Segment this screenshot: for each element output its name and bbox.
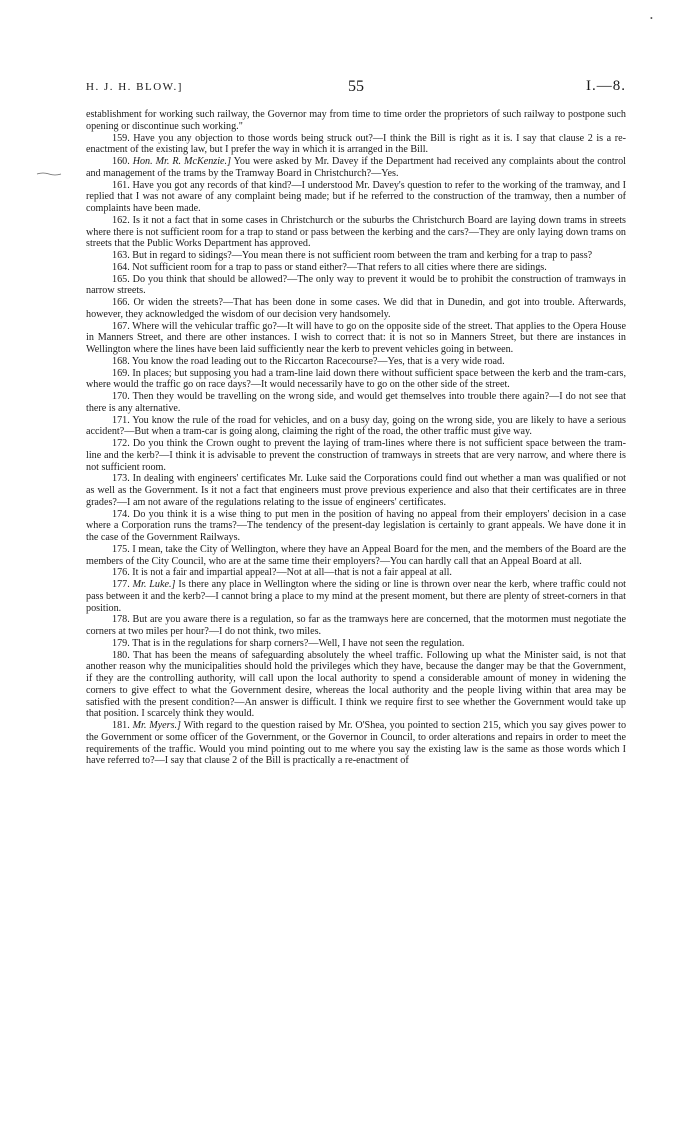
evidence-paragraph: 170. Then they would be travelling on the wrong side, and would get themselves into trouble there again?—I do not see that there is any alternative. — [86, 391, 626, 414]
evidence-paragraph: 167. Where will the vehicular traffic go?—It will have to go on the opposite side of the street. That applies to the Opera House in Manners Street, and there are other instances. I wish to correct that: it is not so in Manners Street, but there are instances in Wellington where the lines have been laid sufficiently near the kerb to prevent vehicles going in between. — [86, 320, 626, 355]
paper-reference: I.—8. — [586, 78, 626, 94]
evidence-paragraph: 159. Have you any objection to those words being struck out?—I think the Bill is right as it is. I say that clause 2 is a re-enactment of the existing law, but I prefer the way in which it is arranged in the Bill. — [86, 132, 626, 156]
question-number: 160. — [112, 156, 133, 167]
evidence-paragraph: 178. But are you aware there is a regulation, so far as the tramways here are concerned, that the motormen must negotiate the corners at two miles per hour?—I do not think, two miles. — [86, 614, 626, 637]
evidence-paragraph: establishment for working such railway, the Governor may from time to time order the proprietors of such railway to postpone such opening or discontinue such working." — [86, 109, 626, 132]
evidence-paragraph: 172. Do you think the Crown ought to prevent the laying of tram-lines where there is not sufficient space between the tram-line and the kerb?—I think it is advisable to prevent the construction of tramways in streets that are very narrow, and where there is not sufficient room. — [86, 438, 626, 473]
evidence-paragraph — [86, 579, 626, 614]
question-number: 181. — [112, 720, 133, 731]
paragraph-text: With regard to the question raised by Mr. O'Shea, you pointed to section 215, which you say gives power to the Government or some officer of the Government, or the Governor in Council, to order alterations and repairs in order to meet the requirements of the traffic. Would you mind pointing out to me where you say the existing law is the same as those words which I have referred to?—I say that clause 2 of the Bill is practically a re-enactment of — [86, 720, 627, 767]
evidence-paragraph: 180. That has been the means of safeguarding absolutely the wheel traffic. Following up what the Minister said, is not that another reason why the municipalities should hold the privileges which they have, because the danger may be that the Government, if they are the controlling authority, will call upon the local authority to spend a considerable amount of money in widening the corners to give effect to what the Government desire, whereas the local authority and the people living within that area may be satisfied with the present condition?—An answer is difficult. I think we require first to see whether the Government would take up that position. I scarcely think they would. — [86, 649, 626, 720]
evidence-paragraph: 168. You know the road leading out to the Riccarton Racecourse?—Yes, that is a very wide road. — [112, 355, 505, 367]
page-header — [86, 78, 626, 100]
evidence-paragraph: 166. Or widen the streets?—That has been done in some cases. We did that in Dunedin, and got into trouble. Afterwards, however, they acknowledged the wisdom of our decision very handsomely. — [86, 297, 626, 320]
paragraph-text: You were asked by Mr. Davey if the Department had received any complaints about the control and management of the trams by the Tramway Board in Christchurch?—Yes. — [86, 156, 626, 179]
evidence-paragraph: 173. In dealing with engineers' certificates Mr. Luke said the Corporations could find out whether a man was qualified or not as well as the Government. Is it not a fact that engineers must prove previous experience and also that their certificates are in three grades?—I am not aware of the regulations relating to the issue of engineers' certificates. — [86, 473, 626, 508]
evidence-paragraph — [86, 720, 626, 767]
speaker-name: Mr. Myers.] — [132, 720, 181, 731]
evidence-paragraph: 176. It is not a fair and impartial appeal?—Not at all—that is not a fair appeal at all. — [112, 567, 452, 579]
evidence-paragraph: 179. That is in the regulations for sharp corners?—Well, I have not seen the regulation. — [112, 637, 465, 649]
header-witness-name: H. J. H. BLOW.] — [86, 81, 183, 93]
evidence-paragraph: 162. Is it not a fact that in some cases in Christchurch or the suburbs the Christchurch Board are laying down trams in streets where there is not sufficient room for a trap to stand or pass between the kerbing and the cars?—They are only laying down trams on streets that the Public Works Department has approved. — [86, 214, 626, 250]
evidence-paragraph — [86, 156, 626, 180]
evidence-paragraph: 169. In places; but supposing you had a tram-line laid down there without sufficient space between the kerb and the tram-cars, where would the traffic go on race days?—It would necessarily have to go on the other side of the street. — [86, 367, 626, 391]
evidence-paragraph: 171. You know the rule of the road for vehicles, and on a busy day, going on the wrong side, you are likely to have a serious accident?—But when a tram-car is going along, claiming the right of the road, the other traffic must give way. — [86, 414, 626, 438]
page-number: 55 — [348, 78, 364, 95]
evidence-text — [86, 109, 626, 767]
speaker-name: Hon. Mr. R. McKenzie.] — [132, 156, 232, 167]
paragraph-text: Is there any place in Wellington where the siding or line is thrown over near the kerb, where traffic could not pass between it and the kerb?—I cannot bring a place to my mind at the present moment, but there are plenty of street-corners in that position. — [86, 579, 626, 614]
margin-pencil-mark — [36, 171, 62, 177]
question-number: 177. — [112, 579, 133, 590]
evidence-paragraph: 165. Do you think that should be allowed?—The only way to prevent it would be to prohibit the construction of tramways in narrow streets. — [86, 273, 626, 297]
scan-speck: • — [650, 14, 653, 23]
evidence-paragraph: 174. Do you think it is a wise thing to put men in the position of having no appeal from their employers' decision in a case where a Corporation runs the trams?—The tendency of the present-day legislation is certainly to grant appeals. We have done it in the case of the Government Railways. — [86, 508, 626, 543]
evidence-paragraph: 163. But in regard to sidings?—You mean there is not sufficient room between the tram and kerbing for a trap to pass? — [112, 250, 593, 261]
speaker-name: Mr. Luke.] — [132, 579, 176, 590]
evidence-paragraph: 175. I mean, take the City of Wellington, where they have an Appeal Board for the men, and the members of the Board are the members of the City Council, who are at the same time their employers?—You can hardly call that an Appeal Board at all. — [86, 543, 626, 567]
evidence-paragraph: 161. Have you got any records of that kind?—I understood Mr. Davey's question to refer to the working of the tramway, and I replied that I was not aware of any complaint being made; but if he referred to the construction of the tramway, then a number of complaints have been made. — [86, 179, 626, 214]
evidence-paragraph: 164. Not sufficient room for a trap to pass or stand either?—That refers to all cities where there are sidings. — [112, 261, 547, 273]
